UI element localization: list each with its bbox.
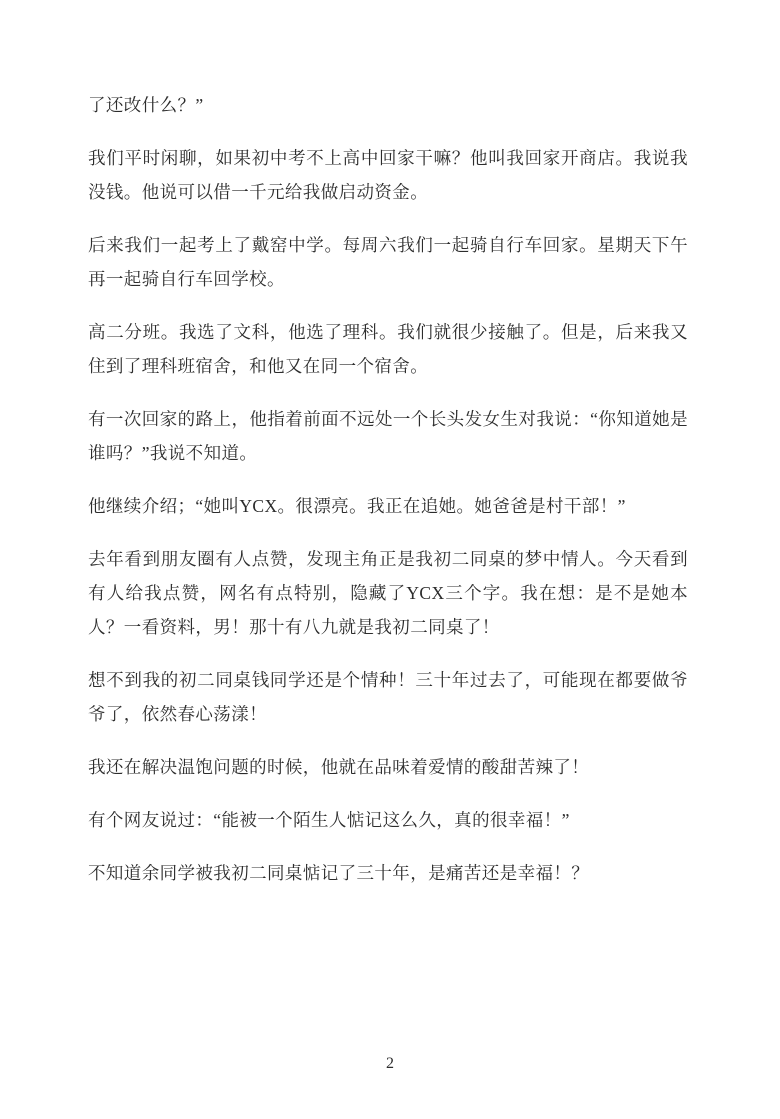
paragraph: 有一次回家的路上，他指着前面不远处一个长头发女生对我说：“你知道她是谁吗？”我说不知道。 (88, 409, 688, 463)
paragraph: 我还在解决温饱问题的时候，他就在品味着爱情的酸甜苦辣了！ (88, 757, 590, 777)
document-body (88, 88, 688, 890)
page-number: 2 (386, 1055, 394, 1072)
paragraph: 我们平时闲聊，如果初中考不上高中回家干嘛？他叫我回家开商店。我说我没钱。他说可以借一千元给我做启动资金。 (88, 148, 688, 202)
paragraph: 不知道余同学被我初二同桌惦记了三十年，是痛苦还是幸福！？ (88, 863, 590, 883)
paragraph: 了还改什么？” (88, 95, 204, 115)
paragraph: 去年看到朋友圈有人点赞，发现主角正是我初二同桌的梦中情人。今天看到有人给我点赞，网名有点特别，隐藏了YCX三个字。我在想：是不是她本人？一看资料，男！那十有八九就是我初二同桌了！ (88, 549, 688, 637)
paragraph: 有个网友说过：“能被一个陌生人惦记这么久，真的很幸福！” (88, 810, 570, 830)
paragraph: 高二分班。我选了文科，他选了理科。我们就很少接触了。但是，后来我又住到了理科班宿舍，和他又在同一个宿舍。 (88, 322, 688, 376)
paragraph: 他继续介绍；“她叫YCX。很漂亮。我正在追她。她爸爸是村干部！” (88, 496, 626, 516)
paragraph: 后来我们一起考上了戴窑中学。每周六我们一起骑自行车回家。星期天下午再一起骑自行车回学校。 (88, 235, 688, 289)
paragraph: 想不到我的初二同桌钱同学还是个情种！三十年过去了，可能现在都要做爷爷了，依然春心荡漾！ (88, 670, 688, 724)
